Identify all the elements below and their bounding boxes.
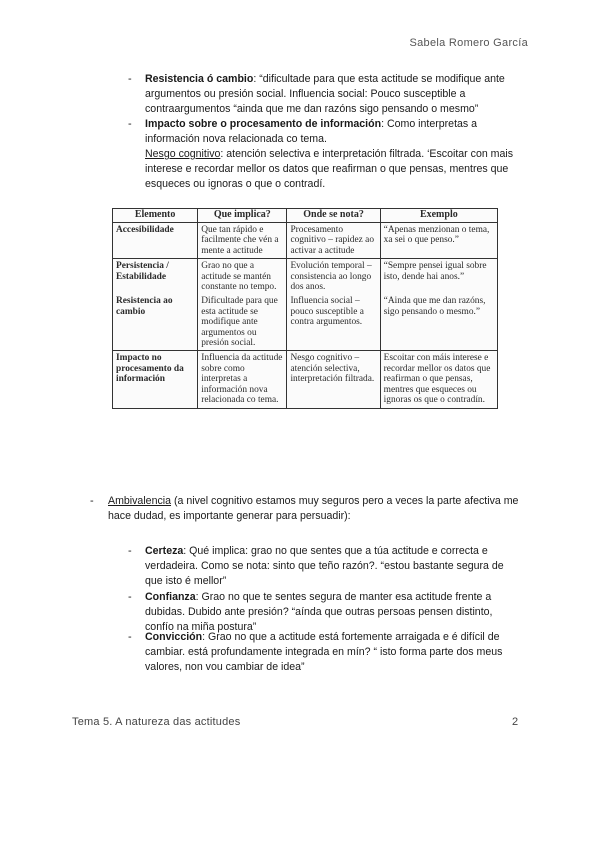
term-label: Convicción	[145, 631, 203, 643]
list-bullet: -	[128, 73, 132, 85]
table-header: Que implica?	[198, 209, 287, 223]
table-cell: Influencia da actitude sobre como interpretas a información nova relacionada co tema.	[198, 351, 287, 408]
list-item-confianza	[145, 590, 523, 635]
list-bullet: -	[128, 545, 132, 557]
table-cell: Accesibilidade	[113, 223, 198, 259]
list-item-impacto	[145, 117, 523, 192]
ambivalencia-paragraph	[108, 494, 528, 524]
term-label: Confianza	[145, 591, 196, 603]
list-item-resistencia	[145, 72, 523, 117]
list-item-certeza	[145, 544, 523, 589]
table-cell: Persistencia / Estabilidade	[113, 259, 198, 295]
header-author: Sabela Romero García	[409, 37, 528, 49]
term-text: : Grao no que a actitude está fortemente arraigada e é difícil de cambiar. está profundamente integrada en mín? “ isto forma parte dos meus valores, non vou cambiar de idea”	[145, 631, 503, 673]
table-cell: “Apenas menzionan o tema, xa sei o que penso.”	[380, 223, 497, 259]
term-text: : Grao no que te sentes segura de manter esa actitude frente a dubidas. Dubido ante presión? “aínda que outras persoas pensen distinto, confío na miña postura”	[145, 591, 493, 633]
table-cell: “Sempre pensei igual sobre isto, dende hai anos.”	[380, 259, 497, 295]
term-label: Impacto sobre o procesamento de información	[145, 118, 382, 130]
ambivalencia-text: (a nivel cognitivo estamos muy seguros pero a veces la parte afectiva me hace dudad, es importante generar para persuadir):	[108, 495, 519, 522]
footer-title: Tema 5. A natureza das actitudes	[72, 716, 241, 728]
term-text: : “dificultade para que esta actitude se modifique ante argumentos ou presión social. Influencia social: Pouco susceptible a contraargumentos “ainda que me dan razóns sigo pensando o mesmo”	[145, 73, 505, 115]
page-number: 2	[512, 716, 519, 728]
table-cell: Nesgo cognitivo – atención selectiva, interpretación filtrada.	[287, 351, 380, 408]
term-text: : Qué implica: grao no que sentes que a túa actitude e correcta e verdadeira. Como se nota: sinto que teño razón?. “estou bastante segura de que isto é mellor”	[145, 545, 504, 587]
table-cell: Escoitar con máis interese e recordar mellor os datos que reafirman o que pensas, mentres que esqueces ou ignoras os que o contradín.	[380, 351, 497, 408]
term-text: : Como interpretas a información nova relacionada co tema.	[145, 118, 478, 145]
table-row	[113, 351, 498, 408]
term-label: Resistencia ó cambio	[145, 73, 254, 85]
table-cell: Evolución temporal – consistencia ao longo dos anos.	[287, 259, 380, 295]
ambivalencia-term: Ambivalencia	[108, 495, 172, 507]
list-bullet: -	[128, 118, 132, 130]
sub-term-text: : atención selectiva e interpretación filtrada. ‘Escoitar con mais interese e recordar mellor os datos que reafirman o que pensas, mentres que esqueces ou ignoras o que o contradí.	[145, 148, 514, 190]
table-cell: Grao no que a actitude se mantén constante no tempo.	[198, 259, 287, 295]
attitude-elements-table	[112, 208, 498, 409]
table-header: Exemplo	[380, 209, 497, 223]
table-header: Onde se nota?	[287, 209, 380, 223]
table-cell: Que tan rápido e facilmente che vén a mente a actitude	[198, 223, 287, 259]
table-cell: Resistencia ao cambio	[113, 294, 198, 351]
table-cell: Influencia social – pouco susceptible a contra argumentos.	[287, 294, 380, 351]
table-row	[113, 223, 498, 259]
list-bullet: -	[128, 591, 132, 603]
list-bullet: -	[90, 495, 94, 507]
table-cell: Procesamento cognitivo – rapidez ao activar a actitude	[287, 223, 380, 259]
table-cell: “Ainda que me dan razóns, sigo pensando o mesmo.”	[380, 294, 497, 351]
sub-term-label: Nesgo cognitivo	[145, 148, 221, 160]
list-item-conviccion	[145, 630, 523, 675]
term-label: Certeza	[145, 545, 184, 557]
table-row	[113, 294, 498, 351]
table-cell: Dificultade para que esta actitude se modifique ante argumentos ou presión social.	[198, 294, 287, 351]
table-header: Elemento	[113, 209, 198, 223]
table-cell: Impacto no procesamento da información	[113, 351, 198, 408]
table-row	[113, 259, 498, 295]
list-bullet: -	[128, 631, 132, 643]
